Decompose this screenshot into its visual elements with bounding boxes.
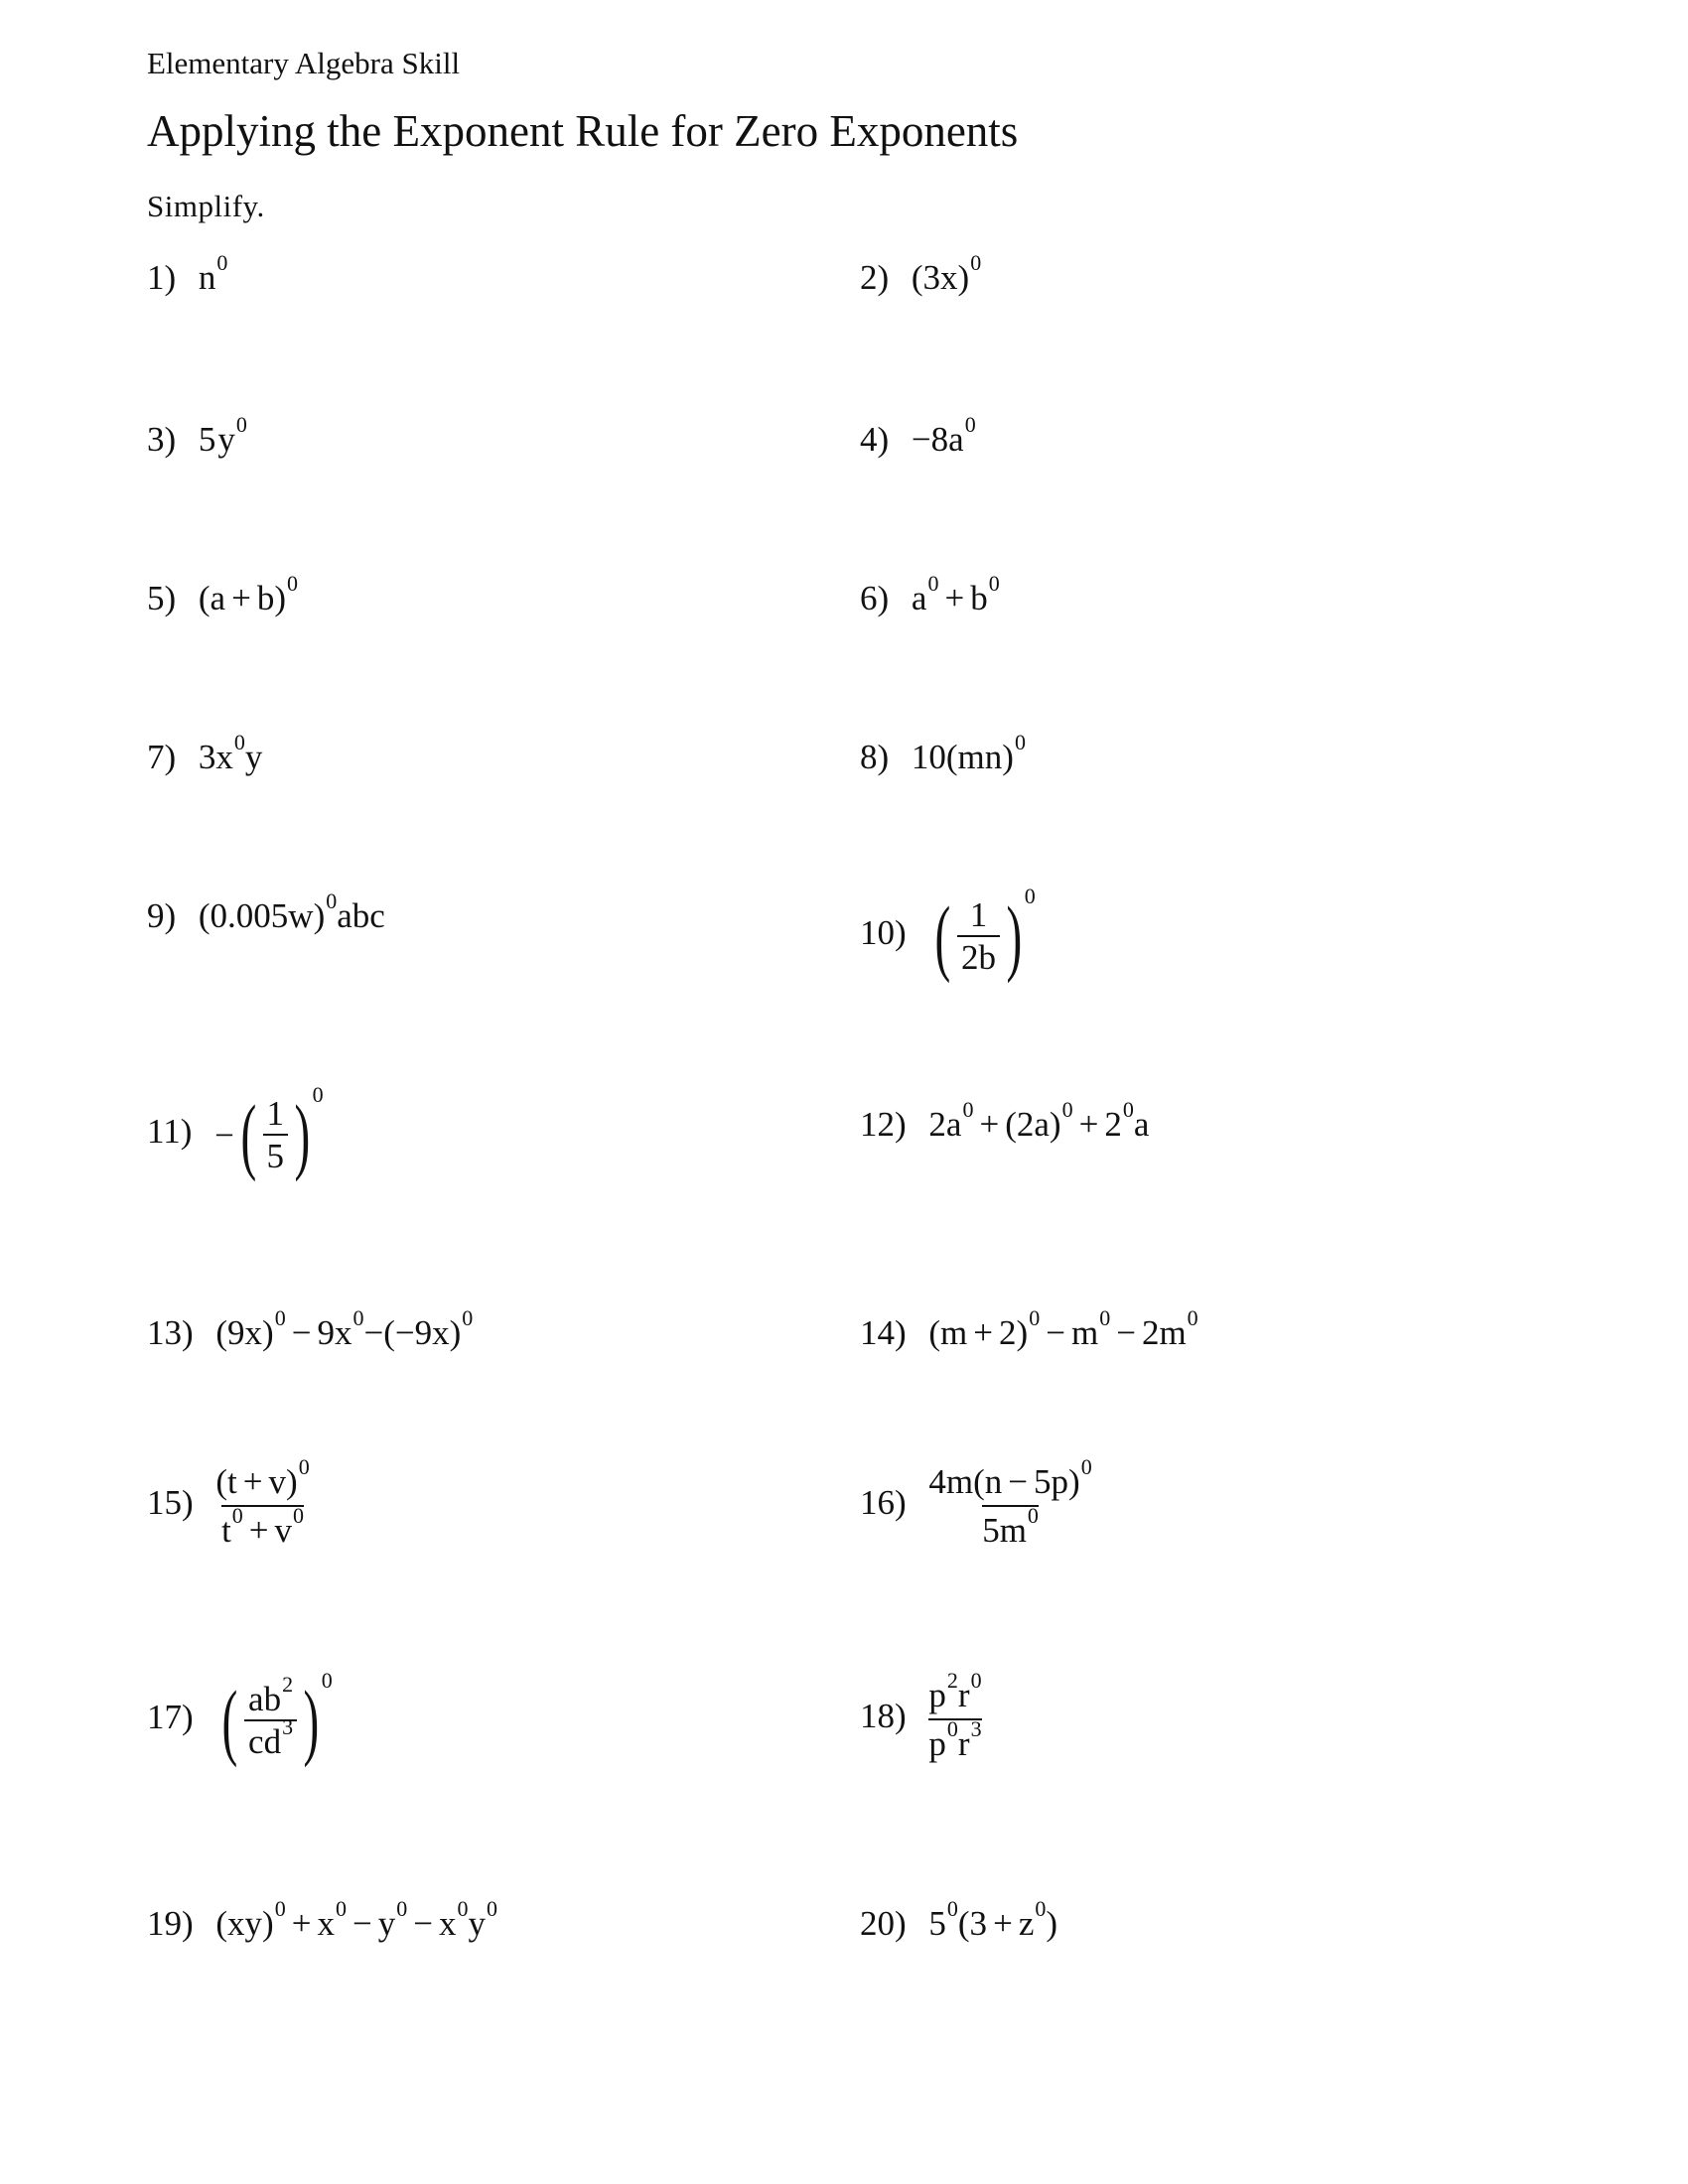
problem-expression: $a^0 + b^0$	[911, 571, 1000, 617]
problem-expression: ( $\frac{ab^2}{cd^3}$ ) 0	[221, 1668, 333, 1768]
problem-expression: $(xy)^0 + x^0 - y^0 - x^0y^0$	[215, 1896, 497, 1943]
problem-20	[860, 1896, 1058, 1943]
problem-2	[860, 250, 982, 297]
problem-expression: $(a + b)^0$	[198, 571, 299, 617]
problem-expression: $5y^0$	[198, 412, 247, 459]
problem-number: 6)	[860, 579, 890, 617]
problem-17	[147, 1668, 333, 1768]
problem-15	[147, 1454, 310, 1550]
problem-expression: $(9x)^0 - 9x^0-(-9x)^0$	[215, 1305, 474, 1352]
problem-number: 5)	[147, 579, 177, 617]
problem-expression: $(0.005w)^0abc$	[198, 888, 385, 935]
problem-5	[147, 571, 299, 617]
problem-14	[860, 1305, 1198, 1352]
problem-11	[147, 1082, 324, 1182]
problem-expression: − ( $\frac{1}{5}$ ) 0	[214, 1082, 324, 1182]
problem-8	[860, 730, 1026, 776]
problem-13	[147, 1305, 474, 1352]
problem-12	[860, 1097, 1150, 1144]
worksheet-title: Applying the Exponent Rule for Zero Exponents	[147, 106, 1019, 156]
worksheet-subtitle: Elementary Algebra Skill	[147, 46, 461, 80]
problem-number: 9)	[147, 896, 177, 935]
problem-expression: $\frac{(t + v)^0}{t^0 + v^0}$	[215, 1454, 310, 1550]
problem-expression: $n^0$	[198, 250, 228, 297]
problem-10	[860, 884, 1036, 984]
problem-expression: $3x^0y$	[198, 730, 263, 776]
problem-expression: $(3x)^0$	[911, 250, 982, 297]
problem-1	[147, 250, 228, 297]
problem-expression: 10(mn)$^0$	[911, 730, 1026, 776]
instructions: Simplify.	[147, 189, 265, 223]
problem-number: 19)	[147, 1904, 194, 1943]
problem-number: 4)	[860, 420, 890, 459]
problem-number: 12)	[860, 1105, 907, 1144]
problem-expression: $5^0(3 + z^0)$	[928, 1896, 1058, 1943]
problem-number: 2)	[860, 258, 890, 297]
problem-expression: $(m + 2)^0 - m^0 - 2m^0$	[928, 1305, 1198, 1352]
problem-3	[147, 412, 247, 459]
problem-expression: $\frac{p^2r^0}{p^0r^3}$	[928, 1668, 982, 1763]
problem-number: 17)	[147, 1698, 194, 1737]
problem-expression: ( $\frac{1}{2b}$ ) 0	[934, 884, 1036, 984]
problem-number: 16)	[860, 1483, 907, 1523]
problem-number: 20)	[860, 1904, 907, 1943]
problem-7	[147, 730, 263, 776]
problem-number: 14)	[860, 1313, 907, 1352]
problem-number: 3)	[147, 420, 177, 459]
problem-expression: $-8a^0$	[911, 412, 976, 459]
problem-number: 10)	[860, 913, 907, 953]
problem-number: 1)	[147, 258, 177, 297]
problem-number: 7)	[147, 738, 177, 776]
problem-18	[860, 1668, 982, 1763]
problem-number: 8)	[860, 738, 890, 776]
problem-number: 18)	[860, 1697, 907, 1736]
problem-6	[860, 571, 1000, 617]
problem-number: 15)	[147, 1483, 194, 1523]
problem-9	[147, 888, 385, 935]
problem-number: 11)	[147, 1112, 193, 1152]
problem-expression: $\frac{4m(n - 5p)^0}{5m^0}$	[928, 1454, 1092, 1550]
problem-16	[860, 1454, 1092, 1550]
problem-number: 13)	[147, 1313, 194, 1352]
problem-expression: $2a^0 + (2a)^0 + 2^0a$	[928, 1097, 1150, 1144]
problem-4	[860, 412, 976, 459]
problem-19	[147, 1896, 497, 1943]
